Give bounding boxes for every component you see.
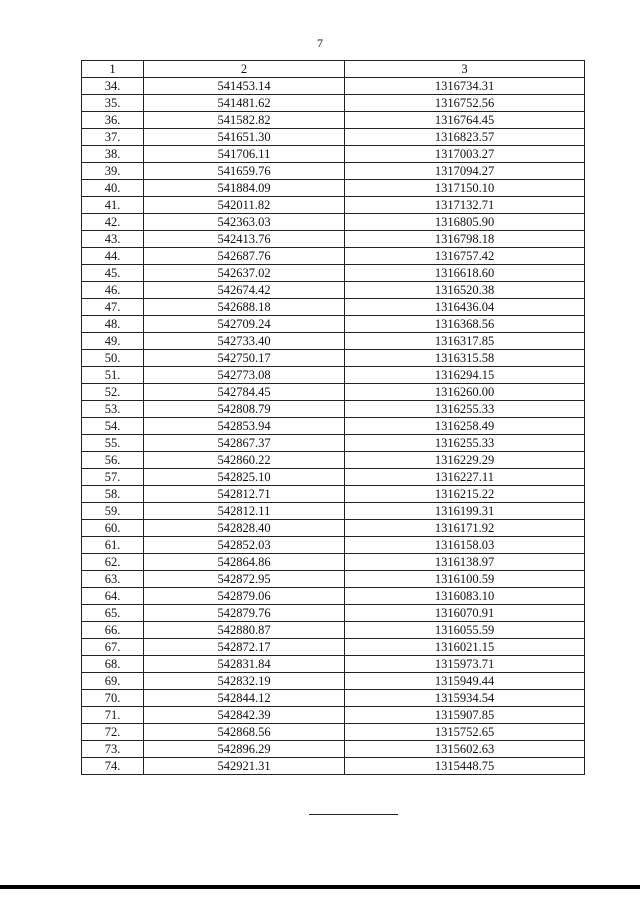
- column-header-y: 3: [345, 61, 585, 78]
- row-number-cell: 47.: [82, 299, 144, 316]
- y-coordinate-cell: 1315949.44: [345, 673, 585, 690]
- x-coordinate-cell: 542808.79: [144, 401, 345, 418]
- table-row: [82, 265, 585, 282]
- row-number-cell: 34.: [82, 78, 144, 95]
- table-row: [82, 384, 585, 401]
- table-row: [82, 214, 585, 231]
- table-row: [82, 571, 585, 588]
- y-coordinate-cell: 1316436.04: [345, 299, 585, 316]
- row-number-cell: 60.: [82, 520, 144, 537]
- row-number-cell: 57.: [82, 469, 144, 486]
- x-coordinate-cell: 542879.06: [144, 588, 345, 605]
- y-coordinate-cell: 1317094.27: [345, 163, 585, 180]
- x-coordinate-cell: 542880.87: [144, 622, 345, 639]
- end-of-table-line: [309, 814, 398, 815]
- row-number-cell: 73.: [82, 741, 144, 758]
- y-coordinate-cell: 1316315.58: [345, 350, 585, 367]
- y-coordinate-cell: 1316255.33: [345, 435, 585, 452]
- footer-rule: [0, 885, 640, 889]
- row-number-cell: 74.: [82, 758, 144, 775]
- row-number-cell: 70.: [82, 690, 144, 707]
- x-coordinate-cell: 541453.14: [144, 78, 345, 95]
- y-coordinate-cell: 1316215.22: [345, 486, 585, 503]
- table-row: [82, 639, 585, 656]
- x-coordinate-cell: 542860.22: [144, 452, 345, 469]
- y-coordinate-cell: 1316618.60: [345, 265, 585, 282]
- y-coordinate-cell: 1316227.11: [345, 469, 585, 486]
- table-row: [82, 690, 585, 707]
- x-coordinate-cell: 542637.02: [144, 265, 345, 282]
- column-header-x: 2: [144, 61, 345, 78]
- row-number-cell: 65.: [82, 605, 144, 622]
- y-coordinate-cell: 1316138.97: [345, 554, 585, 571]
- y-coordinate-cell: 1316100.59: [345, 571, 585, 588]
- row-number-cell: 41.: [82, 197, 144, 214]
- table-row: [82, 741, 585, 758]
- row-number-cell: 40.: [82, 180, 144, 197]
- y-coordinate-cell: 1316294.15: [345, 367, 585, 384]
- x-coordinate-cell: 542709.24: [144, 316, 345, 333]
- row-number-cell: 64.: [82, 588, 144, 605]
- row-number-cell: 67.: [82, 639, 144, 656]
- x-coordinate-cell: 542688.18: [144, 299, 345, 316]
- table-row: [82, 588, 585, 605]
- row-number-cell: 72.: [82, 724, 144, 741]
- y-coordinate-cell: 1316158.03: [345, 537, 585, 554]
- table-row: [82, 129, 585, 146]
- table-row: [82, 554, 585, 571]
- table-row: [82, 163, 585, 180]
- x-coordinate-cell: 541659.76: [144, 163, 345, 180]
- table-row: [82, 146, 585, 163]
- table-row: [82, 537, 585, 554]
- x-coordinate-cell: 542868.56: [144, 724, 345, 741]
- y-coordinate-cell: 1316520.38: [345, 282, 585, 299]
- row-number-cell: 69.: [82, 673, 144, 690]
- x-coordinate-cell: 542879.76: [144, 605, 345, 622]
- table-row: [82, 248, 585, 265]
- table-row: [82, 724, 585, 741]
- x-coordinate-cell: 542832.19: [144, 673, 345, 690]
- page-number: 7: [317, 36, 323, 50]
- x-coordinate-cell: 542674.42: [144, 282, 345, 299]
- y-coordinate-cell: 1316805.90: [345, 214, 585, 231]
- x-coordinate-cell: 542812.11: [144, 503, 345, 520]
- x-coordinate-cell: 542363.03: [144, 214, 345, 231]
- table-row: [82, 367, 585, 384]
- row-number-cell: 38.: [82, 146, 144, 163]
- x-coordinate-cell: 542844.12: [144, 690, 345, 707]
- table-row: [82, 231, 585, 248]
- row-number-cell: 44.: [82, 248, 144, 265]
- x-coordinate-cell: 542687.76: [144, 248, 345, 265]
- row-number-cell: 35.: [82, 95, 144, 112]
- y-coordinate-cell: 1316757.42: [345, 248, 585, 265]
- x-coordinate-cell: 542828.40: [144, 520, 345, 537]
- y-coordinate-cell: 1316734.31: [345, 78, 585, 95]
- row-number-cell: 43.: [82, 231, 144, 248]
- y-coordinate-cell: 1316021.15: [345, 639, 585, 656]
- x-coordinate-cell: 542867.37: [144, 435, 345, 452]
- table-body: [82, 78, 585, 775]
- y-coordinate-cell: 1316368.56: [345, 316, 585, 333]
- y-coordinate-cell: 1317150.10: [345, 180, 585, 197]
- table-row: [82, 299, 585, 316]
- row-number-cell: 66.: [82, 622, 144, 639]
- row-number-cell: 52.: [82, 384, 144, 401]
- y-coordinate-cell: 1316055.59: [345, 622, 585, 639]
- table-row: [82, 78, 585, 95]
- table-row: [82, 486, 585, 503]
- row-number-cell: 61.: [82, 537, 144, 554]
- row-number-cell: 53.: [82, 401, 144, 418]
- table-row: [82, 656, 585, 673]
- table-row: [82, 350, 585, 367]
- x-coordinate-cell: 541884.09: [144, 180, 345, 197]
- x-coordinate-cell: 542853.94: [144, 418, 345, 435]
- x-coordinate-cell: 542812.71: [144, 486, 345, 503]
- column-header-number: 1: [82, 61, 144, 78]
- table-header-row: [82, 61, 585, 78]
- y-coordinate-cell: 1316260.00: [345, 384, 585, 401]
- y-coordinate-cell: 1315752.65: [345, 724, 585, 741]
- y-coordinate-cell: 1316764.45: [345, 112, 585, 129]
- row-number-cell: 58.: [82, 486, 144, 503]
- row-number-cell: 45.: [82, 265, 144, 282]
- x-coordinate-cell: 541582.82: [144, 112, 345, 129]
- y-coordinate-cell: 1315973.71: [345, 656, 585, 673]
- y-coordinate-cell: 1316752.56: [345, 95, 585, 112]
- x-coordinate-cell: 542831.84: [144, 656, 345, 673]
- y-coordinate-cell: 1315934.54: [345, 690, 585, 707]
- table-row: [82, 673, 585, 690]
- table-row: [82, 401, 585, 418]
- y-coordinate-cell: 1316083.10: [345, 588, 585, 605]
- row-number-cell: 51.: [82, 367, 144, 384]
- x-coordinate-cell: 542784.45: [144, 384, 345, 401]
- row-number-cell: 36.: [82, 112, 144, 129]
- x-coordinate-cell: 542921.31: [144, 758, 345, 775]
- y-coordinate-cell: 1316070.91: [345, 605, 585, 622]
- y-coordinate-cell: 1316199.31: [345, 503, 585, 520]
- table-row: [82, 316, 585, 333]
- y-coordinate-cell: 1317132.71: [345, 197, 585, 214]
- row-number-cell: 62.: [82, 554, 144, 571]
- coordinates-table: [81, 60, 585, 775]
- table-row: [82, 605, 585, 622]
- row-number-cell: 39.: [82, 163, 144, 180]
- x-coordinate-cell: 542864.86: [144, 554, 345, 571]
- row-number-cell: 63.: [82, 571, 144, 588]
- table-row: [82, 520, 585, 537]
- table-row: [82, 622, 585, 639]
- row-number-cell: 37.: [82, 129, 144, 146]
- y-coordinate-cell: 1315602.63: [345, 741, 585, 758]
- table-row: [82, 180, 585, 197]
- row-number-cell: 59.: [82, 503, 144, 520]
- row-number-cell: 56.: [82, 452, 144, 469]
- x-coordinate-cell: 542896.29: [144, 741, 345, 758]
- x-coordinate-cell: 542842.39: [144, 707, 345, 724]
- y-coordinate-cell: 1316258.49: [345, 418, 585, 435]
- table-row: [82, 707, 585, 724]
- row-number-cell: 71.: [82, 707, 144, 724]
- row-number-cell: 50.: [82, 350, 144, 367]
- x-coordinate-cell: 542733.40: [144, 333, 345, 350]
- table-row: [82, 469, 585, 486]
- table-row: [82, 282, 585, 299]
- row-number-cell: 48.: [82, 316, 144, 333]
- x-coordinate-cell: 542413.76: [144, 231, 345, 248]
- x-coordinate-cell: 541706.11: [144, 146, 345, 163]
- x-coordinate-cell: 542773.08: [144, 367, 345, 384]
- y-coordinate-cell: 1315907.85: [345, 707, 585, 724]
- x-coordinate-cell: 542872.95: [144, 571, 345, 588]
- table-row: [82, 112, 585, 129]
- table-row: [82, 197, 585, 214]
- y-coordinate-cell: 1316255.33: [345, 401, 585, 418]
- x-coordinate-cell: 542011.82: [144, 197, 345, 214]
- row-number-cell: 42.: [82, 214, 144, 231]
- table-row: [82, 418, 585, 435]
- y-coordinate-cell: 1316229.29: [345, 452, 585, 469]
- row-number-cell: 68.: [82, 656, 144, 673]
- table-row: [82, 758, 585, 775]
- row-number-cell: 46.: [82, 282, 144, 299]
- y-coordinate-cell: 1317003.27: [345, 146, 585, 163]
- x-coordinate-cell: 542750.17: [144, 350, 345, 367]
- y-coordinate-cell: 1316317.85: [345, 333, 585, 350]
- y-coordinate-cell: 1316171.92: [345, 520, 585, 537]
- y-coordinate-cell: 1316798.18: [345, 231, 585, 248]
- x-coordinate-cell: 542852.03: [144, 537, 345, 554]
- y-coordinate-cell: 1315448.75: [345, 758, 585, 775]
- x-coordinate-cell: 541481.62: [144, 95, 345, 112]
- x-coordinate-cell: 542872.17: [144, 639, 345, 656]
- x-coordinate-cell: 542825.10: [144, 469, 345, 486]
- y-coordinate-cell: 1316823.57: [345, 129, 585, 146]
- row-number-cell: 54.: [82, 418, 144, 435]
- table-row: [82, 333, 585, 350]
- x-coordinate-cell: 541651.30: [144, 129, 345, 146]
- table-row: [82, 503, 585, 520]
- table-row: [82, 435, 585, 452]
- row-number-cell: 49.: [82, 333, 144, 350]
- table-row: [82, 95, 585, 112]
- table-row: [82, 452, 585, 469]
- row-number-cell: 55.: [82, 435, 144, 452]
